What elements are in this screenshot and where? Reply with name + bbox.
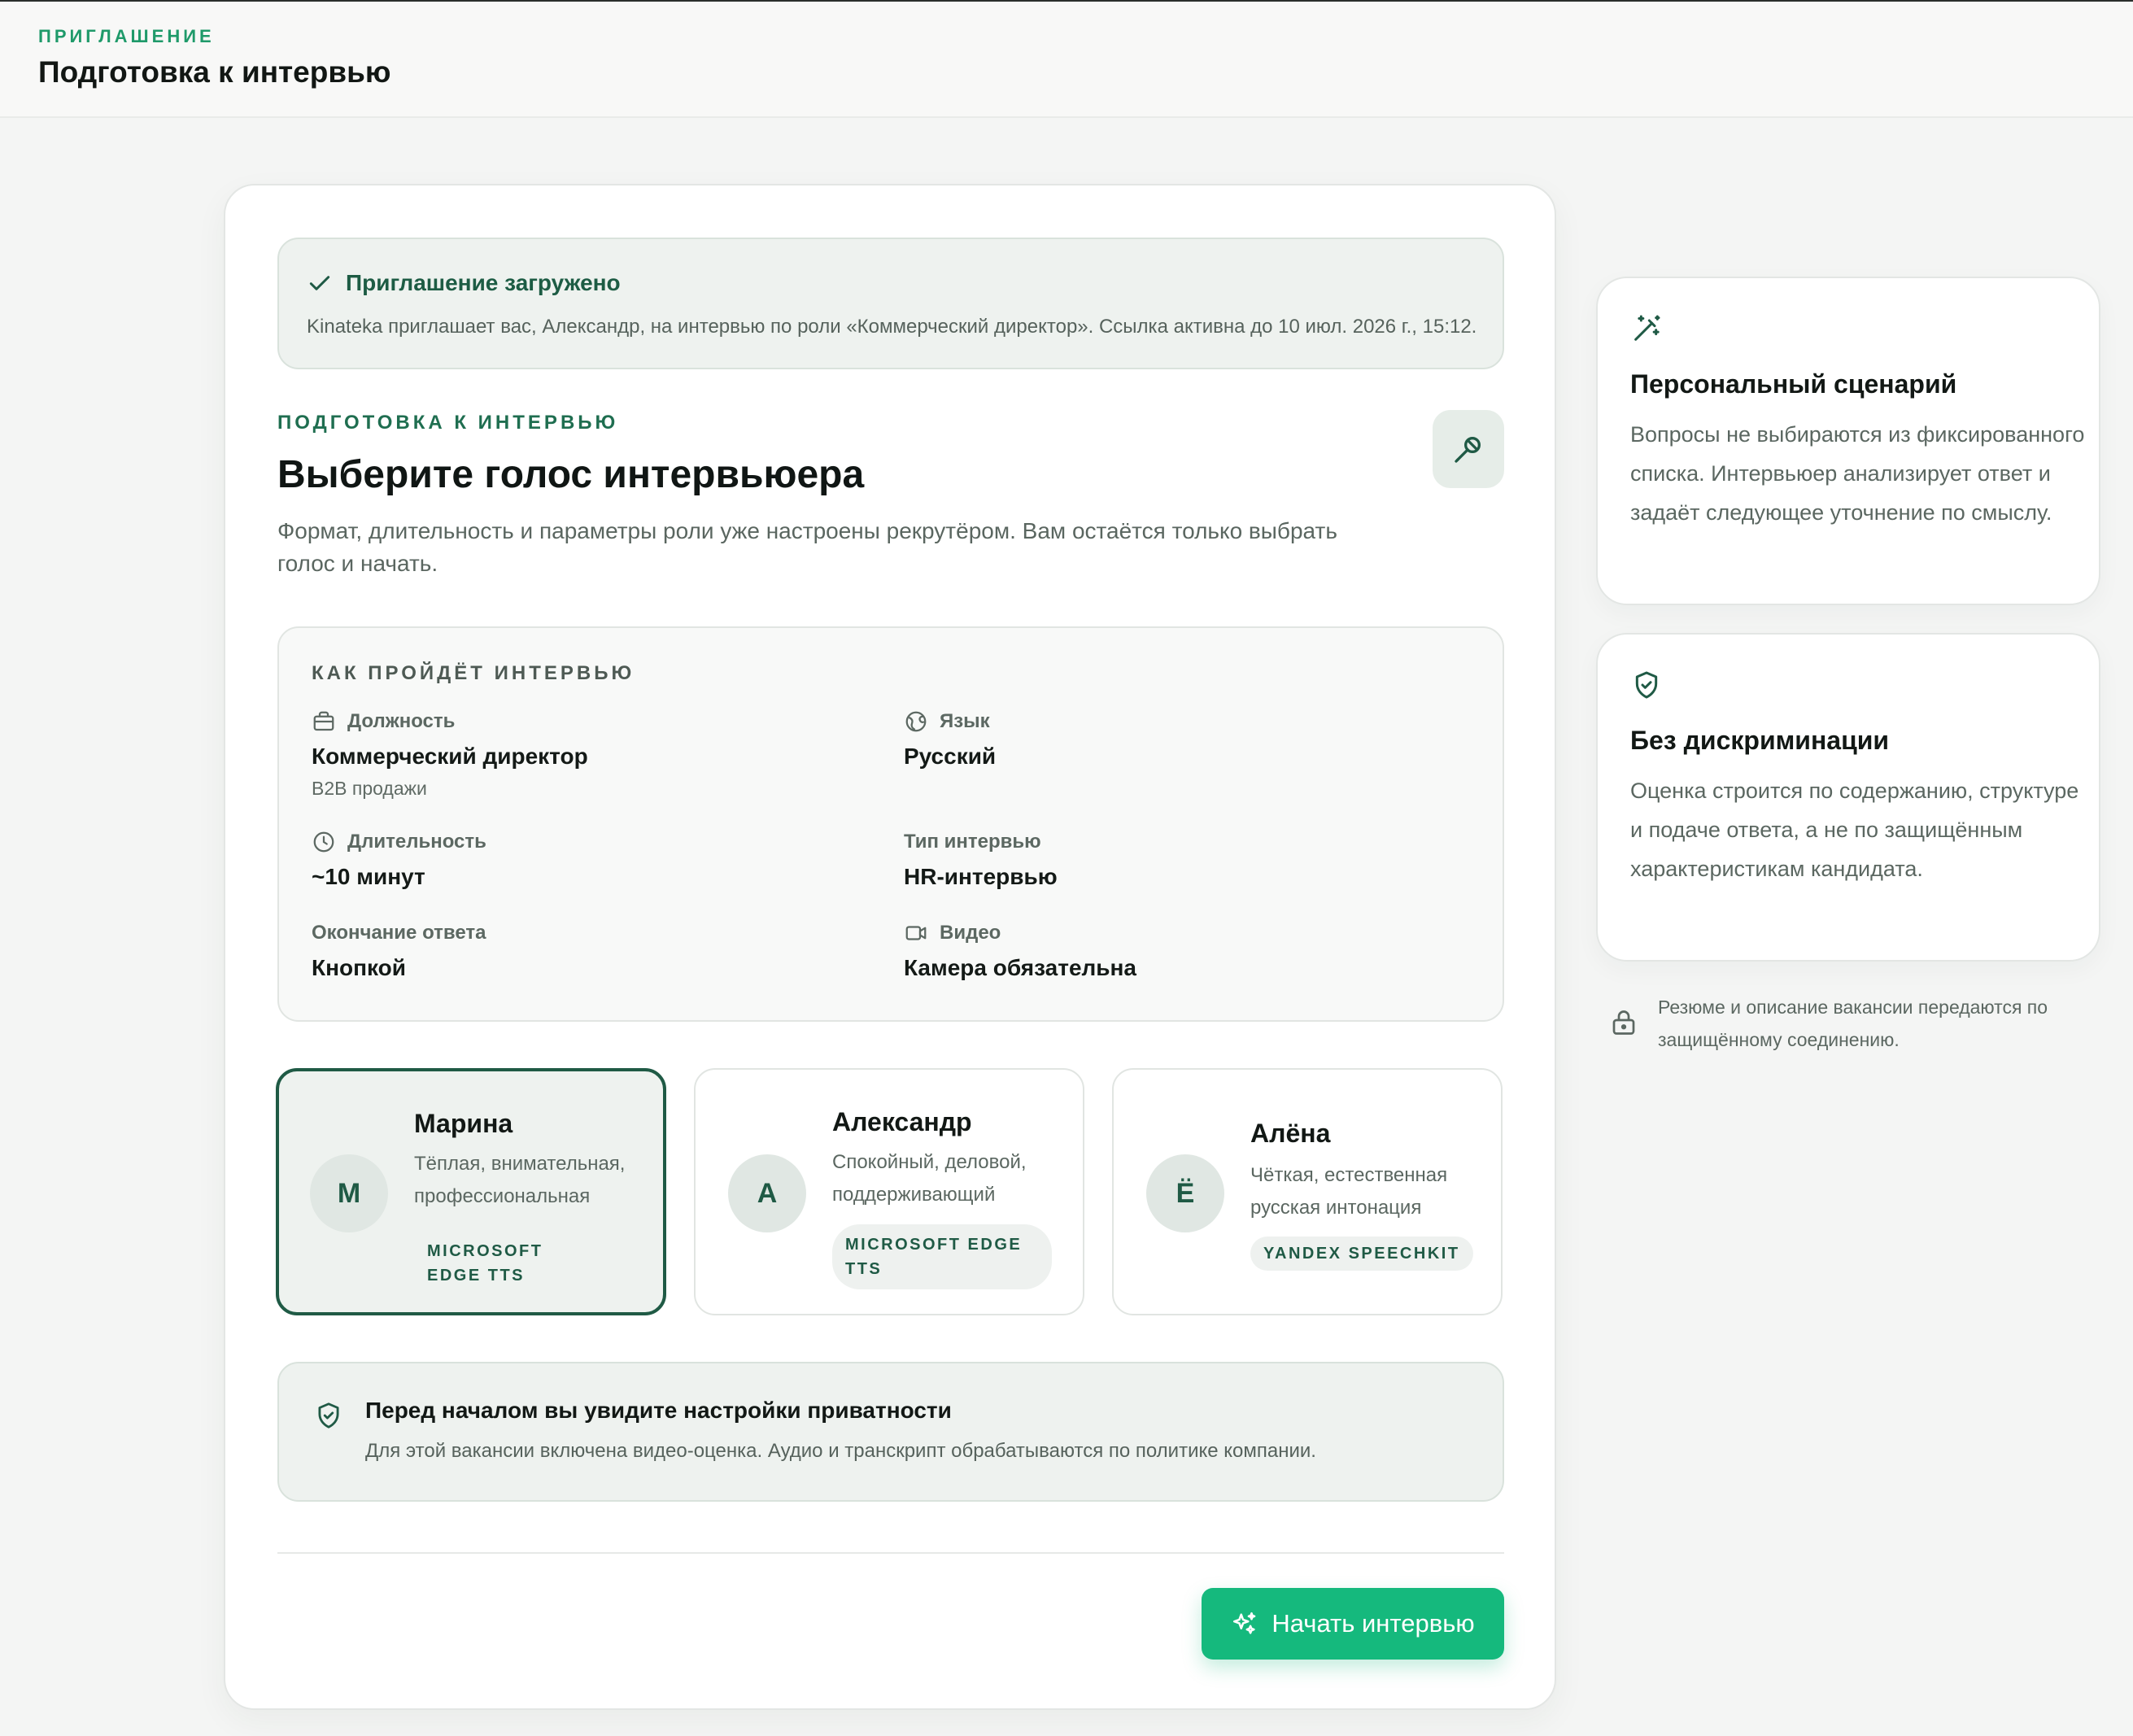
language-label: Язык — [940, 710, 990, 732]
detail-position — [312, 709, 588, 800]
position-value: Коммерческий директор — [312, 744, 588, 769]
prep-title: Выберите голос интервьюера — [277, 453, 865, 496]
start-interview-label: Начать интервью — [1272, 1609, 1475, 1638]
secure-note-text: Резюме и описание вакансии передаются по защищённому соединению. — [1658, 997, 2048, 1050]
voice-engine-badge: YANDEX SPEECHKIT — [1250, 1237, 1473, 1271]
position-label: Должность — [347, 710, 456, 732]
detail-video — [904, 921, 1136, 981]
detail-interview-type — [904, 830, 1058, 890]
invitation-details-text: Kinateka приглашает вас, Александр, на интервью по роли «Коммерческий директор». Ссылка активна до 10 июл. 2026 г., 15:12. — [307, 316, 1477, 338]
header-eyebrow: ПРИГЛАШЕНИЕ — [38, 26, 215, 46]
globe-icon — [904, 709, 928, 734]
scenario-text: Вопросы не выбираются из фиксированного списка. Интервьюер анализирует ответ и задаёт следующее уточнение по смыслу. — [1630, 422, 2085, 525]
scenario-title: Персональный сценарий — [1630, 369, 1957, 399]
mic-badge — [1433, 410, 1504, 488]
avatar: Ё — [1146, 1154, 1224, 1232]
divider — [277, 1552, 1504, 1554]
voice-option-alena[interactable] — [1112, 1068, 1503, 1315]
voice-name: Алёна — [1250, 1119, 1331, 1148]
video-value: Камера обязательна — [904, 955, 1137, 980]
voice-engine-badge: MICROSOFT EDGE TTS — [427, 1242, 543, 1285]
page-title: Подготовка к интервью — [38, 55, 391, 89]
privacy-notice — [277, 1362, 1504, 1502]
voice-description: Тёплая, внимательная, профессиональная — [414, 1153, 626, 1207]
fair-text: Оценка строится по содержанию, структуре и подаче ответа, а не по защищённым характеристикам кандидата. — [1630, 779, 2079, 881]
voice-option-alexander[interactable] — [694, 1068, 1084, 1315]
privacy-text: Для этой вакансии включена видео-оценка. Аудио и транскрипт обрабатываются по политике компании. — [365, 1440, 1316, 1462]
voice-option-marina[interactable] — [276, 1068, 666, 1315]
avatar: М — [310, 1154, 388, 1232]
answer-end-label: Окончание ответа — [312, 922, 486, 944]
language-value: Русский — [904, 744, 997, 769]
interview-details — [277, 626, 1504, 1022]
briefcase-icon — [312, 709, 336, 734]
lock-icon — [1609, 1007, 1638, 1038]
avatar: А — [728, 1154, 806, 1232]
voice-name: Марина — [414, 1109, 513, 1138]
check-icon — [307, 270, 333, 296]
details-title: КАК ПРОЙДЁТ ИНТЕРВЬЮ — [312, 662, 635, 684]
interview-type-value: HR-интервью — [904, 864, 1058, 889]
duration-value: ~10 минут — [312, 864, 425, 889]
personal-scenario-card — [1596, 277, 2100, 605]
invitation-loaded-title: Приглашение загружено — [346, 270, 621, 295]
duration-label: Длительность — [347, 831, 486, 853]
interview-setup-card — [224, 184, 1556, 1710]
detail-answer-end — [312, 921, 486, 981]
voice-description: Чёткая, естественная русская интонация — [1250, 1164, 1448, 1219]
detail-duration — [312, 830, 486, 890]
no-discrimination-card — [1596, 633, 2100, 962]
prep-eyebrow: ПОДГОТОВКА К ИНТЕРВЬЮ — [277, 412, 619, 434]
shield-check-icon — [1630, 669, 1663, 701]
sparkles-icon — [1231, 1610, 1258, 1638]
video-label: Видео — [940, 922, 1001, 944]
page-header — [0, 2, 2133, 118]
shield-check-icon — [313, 1399, 344, 1432]
interview-type-label: Тип интервью — [904, 831, 1041, 853]
video-camera-icon — [904, 921, 928, 945]
prep-description: Формат, длительность и параметры роли уже настроены рекрутёром. Вам остаётся только выбрать голос и начать. — [277, 518, 1337, 576]
answer-end-value: Кнопкой — [312, 955, 406, 980]
microphone-icon — [1452, 433, 1485, 465]
voice-engine-badge: MICROSOFT EDGE TTS — [832, 1224, 1052, 1289]
fair-title: Без дискриминации — [1630, 726, 1890, 755]
start-interview-button[interactable] — [1202, 1588, 1504, 1660]
voice-name: Александр — [832, 1107, 972, 1136]
position-subtext: B2B продажи — [312, 778, 427, 799]
magic-wand-icon — [1630, 312, 1663, 345]
invitation-loaded-banner — [277, 238, 1504, 369]
voice-description: Спокойный, деловой, поддерживающий — [832, 1151, 1027, 1206]
detail-language — [904, 709, 996, 770]
clock-icon — [312, 830, 336, 854]
privacy-title: Перед началом вы увидите настройки приватности — [365, 1398, 952, 1423]
